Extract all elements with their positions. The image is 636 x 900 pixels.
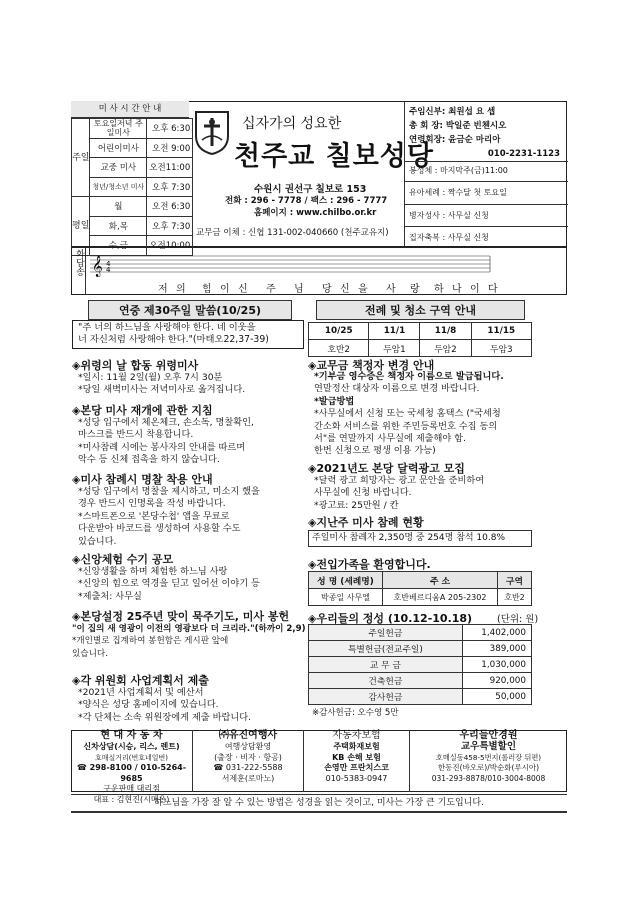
offering-amount: 50,000 <box>462 689 531 705</box>
hymn-lyric: 나 <box>452 284 463 295</box>
staff-panel <box>404 101 568 247</box>
offerings-table <box>308 624 532 705</box>
offering-amount: 1,030,000 <box>462 657 531 673</box>
duty-group: 두암3 <box>471 340 532 357</box>
ad-hyundai: 현 대 자 동 차 신차상담(시승, 리스, 렌트) 호매실거리(번호네일번) ☎ 298-8100 / 010-5264-9685 구운판매 대리점 대표 : 김현진(시메온) <box>71 730 193 792</box>
hymn-lyric: 신 <box>238 284 249 295</box>
offerings-unit: (단위: 원) <box>497 614 539 625</box>
schedule-row-name: 화,목 <box>90 216 147 236</box>
hymn-lyric: 신 <box>340 284 351 295</box>
church-address: 수원시 권선구 칠보로 153 <box>254 184 367 195</box>
staff-baptism: 유아세례 : 짝수달 첫 토요일 <box>409 188 507 197</box>
newcomers-header: 구역 <box>498 572 532 589</box>
hymn-lyric: 저 <box>158 284 169 295</box>
staff-phone: 010-2231-1123 <box>487 149 560 159</box>
offerings-title: ◈우리들의 정성 (10.12-10.18) <box>308 612 473 625</box>
hymn-lyric: 을 <box>358 284 369 295</box>
duty-title: 전례 및 청소 구역 안내 <box>316 300 525 320</box>
hymn-lyric: 이 <box>470 284 481 295</box>
parish-logo <box>192 108 232 156</box>
attendance-title: ◈지난주 미사 참례 현황 <box>308 516 424 529</box>
word-line: "주 너의 하느님을 사랑해야 한다. 네 이웃을 <box>78 322 256 333</box>
attendance-box: 주일미사 참례자 2,350명 중 254명 참석 10.8% <box>308 530 532 547</box>
svg-text:4: 4 <box>106 266 111 274</box>
duty-group: 두암1 <box>369 340 420 357</box>
section-body: *신앙생활을 하며 체험한 하느님 사랑 *신앙의 힘으로 역경을 딛고 일어선 이야기 등 *제출처: 사무실 <box>78 566 260 602</box>
section-title: ◈본당설정 25주년 맞이 묵주기도, 미사 봉헌 <box>72 610 290 623</box>
page-title: 천주교 칠보성당 <box>234 141 434 172</box>
ad-travel: ㈜유진여행사 여행상담환영 (출장 · 비자 · 항공) ☎ 031-222-5588 서제훈(로마노) <box>193 730 304 792</box>
word-text <box>78 322 269 347</box>
offering-label: 주일헌금 <box>309 625 463 641</box>
newcomers-cell: 호반베르디움A 205-2302 <box>383 589 498 606</box>
offering-label: 감사헌금 <box>309 689 463 705</box>
offering-amount: 920,000 <box>462 673 531 689</box>
hymn-label: 화답송 <box>71 247 86 295</box>
schedule-row-name: 청년/청소년 미사 <box>90 177 147 197</box>
sunday-label: 주일 <box>72 119 90 197</box>
hymn-lyric: 의 <box>176 284 187 295</box>
newcomers-header: 주 소 <box>383 572 498 589</box>
newcomers-cell: 박종일 사무엘 <box>309 589 383 606</box>
duty-table <box>308 322 532 357</box>
duty-date: 10/25 <box>309 323 369 340</box>
section-title: ◈2021년도 본당 달력광고 모집 <box>308 462 465 475</box>
offering-label: 특별헌금(전교주일) <box>309 641 463 657</box>
section-body: *기부금 영수증은 책정자 이름으로 발급됩니다. 연말정산 대상자 이름으로 변경 바랍니다. *발급방법 *사무실에서 신청 또는 국세청 홈택스 ("국세청 간소화 서비스를 위한 주민등록번호 수집 동의 서"를 연말까지 사무실에 제출해야 함. 한번 신청으로 평생 이용 가능) <box>314 371 504 457</box>
hymn-lyric: 사 <box>386 284 397 295</box>
footer-quote: 하느님을 가장 잘 알 수 있는 방법은 성경을 읽는 것이고, 미사는 가장 큰 기도입니다. <box>71 794 567 813</box>
hymn-lyric: 하 <box>434 284 445 295</box>
section-body: "이 집의 새 영광이 이전의 영광보다 더 크리라."(하까이 2,9) *개인별로 집계하여 봉헌함은 게시판 앞에 있습니다. <box>72 624 306 659</box>
newcomers-header: 성 명 (세례명) <box>309 572 383 589</box>
duty-group: 두암2 <box>420 340 471 357</box>
schedule-row-name: 토요일저녁 주일미사 <box>90 119 147 139</box>
schedule-title: 미 사 시 간 안 내 <box>71 101 189 118</box>
header-subtitle: 십자가의 성요한 <box>242 116 342 132</box>
hymn-lyric: 다 <box>488 284 499 295</box>
schedule-row-time: 오후 7:30 <box>147 216 193 236</box>
schedule-row-time: 오전11:00 <box>147 158 193 178</box>
newcomers-title: ◈전입가족을 환영합니다. <box>308 558 431 571</box>
schedule-row-name: 수,금 <box>90 236 147 256</box>
schedule-row-time: 오전 9:00 <box>147 138 193 158</box>
schedule-row-name: 월 <box>90 197 147 217</box>
mass-schedule <box>71 101 189 256</box>
hymn-lyric: 랑 <box>410 284 421 295</box>
section-title: ◈교무금 책정자 변경 안내 <box>308 359 435 372</box>
offering-label: 건축헌금 <box>309 673 463 689</box>
hymn-lyric: 이 <box>220 284 231 295</box>
schedule-row-time: 오후 6:30 <box>147 119 193 139</box>
staff-pastor: 주임신부: 최원섭 요 셉 <box>409 107 496 117</box>
schedule-row-name: 교중 미사 <box>90 158 147 178</box>
svg-text:𝄞: 𝄞 <box>92 256 103 277</box>
section-body: *달력 광고 희망자는 광고 문안을 준비하여 사무실에 신청 바랍니다. *광고료: 25만원 / 칸 <box>314 475 485 511</box>
staff-president: 총 회 장: 박일준 빈첸시오 <box>409 121 507 131</box>
newcomers-table <box>308 571 532 606</box>
offering-label: 교 무 금 <box>309 657 463 673</box>
section-title: ◈미사 참례시 명찰 착용 안내 <box>72 473 213 486</box>
duty-date: 11/1 <box>369 323 420 340</box>
offerings-note: ※감사헌금: 오수영 5만 <box>312 708 399 718</box>
section-body: *일시: 11월 2일(월) 오후 7시 30분 *당일 새벽미사는 저녁미사로 옮겨집니다. <box>78 372 246 396</box>
donation-account: 교무금 이체 : 신협 131-002-040660 (천주교유지) <box>196 228 389 238</box>
offering-amount: 1,402,000 <box>462 625 531 641</box>
duty-group: 호반2 <box>309 340 369 357</box>
word-line: 너 자신처럼 사랑해야 한다."(마태오22,37-39) <box>78 334 269 346</box>
schedule-row-time: 오전 6:30 <box>147 197 193 217</box>
staff-communion: 봉성체 : 마지막주(금)11:00 <box>409 166 508 175</box>
svg-text:4: 4 <box>106 260 111 268</box>
section-body: *성당 입구에서 체온체크, 손소독, 명찰확인, 마스크를 반드시 착용합니다. *미사참례 시에는 봉사자의 안내를 따르며 악수 등 신체 접촉을 하지 않습니다. <box>78 417 254 466</box>
schedule-row-name: 어린이미사 <box>90 138 147 158</box>
schedule-row-time: 오전10:00 <box>147 236 193 256</box>
weekday-label: 평일 <box>72 197 90 256</box>
hymn-lyric: 당 <box>322 284 333 295</box>
church-homepage[interactable]: 홈페이지 : www.chilbo.or.kr <box>254 208 377 218</box>
duty-date: 11/15 <box>471 323 532 340</box>
section-title: ◈위령의 날 합동 위령미사 <box>72 359 199 372</box>
staff-anointing: 병자성사 : 사무실 신청 <box>409 211 489 220</box>
schedule-row-time: 오후 7:30 <box>147 177 193 197</box>
section-title: ◈각 위원회 사업계획서 제출 <box>72 674 209 687</box>
word-title: 연중 제30주일 말씀(10/25) <box>88 300 292 320</box>
section-title: ◈본당 미사 재개에 관한 지침 <box>72 404 213 417</box>
section-title: ◈신앙체험 수기 공모 <box>72 553 174 566</box>
staff-memorial: 연령회장: 윤금순 마리아 <box>409 135 501 145</box>
hymn-lyric: 힘 <box>202 284 213 295</box>
hymn-lyric: 님 <box>294 284 305 295</box>
section-body: *성당 입구에서 명찰을 제시하고, 미소지 했을 경우 반드시 인명록을 작성 바랍니다. *스마트폰으로 '본당수첩' 앱을 무료로 다운받아 바코드를 생성하여 사용할 수도 있습니다. <box>78 486 260 547</box>
hymn-staff <box>90 250 560 280</box>
ad-optician: 우리들안경원 교우특별할인 호매실동458-5번지(롤러장 뒤편) 한동진(바오로)/박순화(루시아) 031-293-8878/010-3004-8008 <box>431 730 546 783</box>
ad-insurance: 자동차보험 주택화재보험 KB 손해 보험 손영만 프란치스코 010-5383-0947 <box>304 730 410 792</box>
staff-blessing: 집자축복 : 사무실 신청 <box>409 233 489 242</box>
hymn-lyric: 주 <box>266 284 277 295</box>
church-phone: 전화 : 296 - 7778 / 팩스 : 296 - 7777 <box>225 196 388 206</box>
section-body: *2021년 사업계획서 및 예산서 *양식은 성당 홈페이지에 있습니다. *각 단체는 소속 위원장에게 제출 바랍니다. <box>78 687 251 723</box>
offering-amount: 389,000 <box>462 641 531 657</box>
duty-date: 11/8 <box>420 323 471 340</box>
newcomers-cell: 호반2 <box>498 589 532 606</box>
